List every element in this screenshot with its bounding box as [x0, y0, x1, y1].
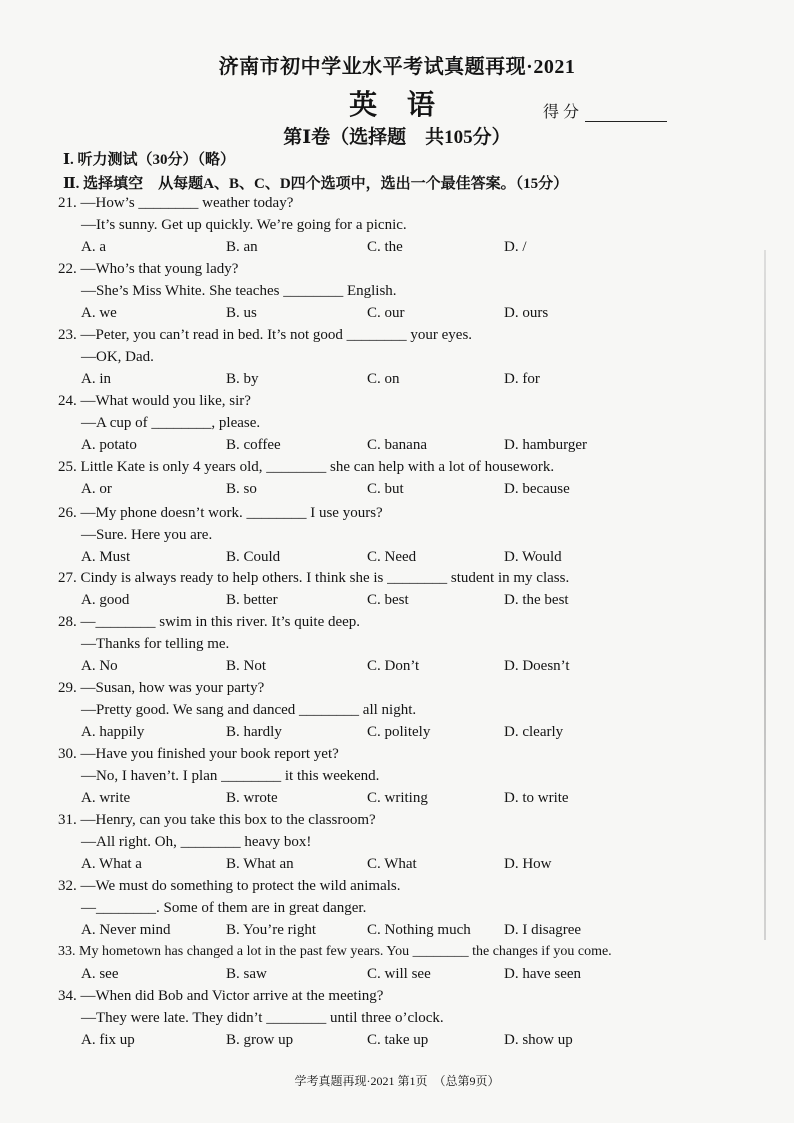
- score-field: [543, 99, 667, 122]
- option-d[interactable]: D. How: [504, 856, 552, 872]
- question-30: [58, 746, 748, 812]
- score-blank[interactable]: [585, 107, 667, 122]
- question-line: —Sure. Here you are.: [81, 527, 213, 543]
- question-24: [58, 393, 748, 459]
- option-b[interactable]: B. coffee: [226, 437, 281, 453]
- option-d[interactable]: D. show up: [504, 1032, 573, 1048]
- question-stem: 24. —What would you like, sir?: [58, 393, 251, 409]
- option-a[interactable]: A. fix up: [81, 1032, 135, 1048]
- option-c[interactable]: C. on: [367, 371, 400, 387]
- options-row: [58, 856, 748, 878]
- question-line: —OK, Dad.: [81, 349, 154, 365]
- section-cloze: Ⅱ. 选择填空 从每题A、B、C、D四个选项中，选出一个最佳答案。（15分）: [63, 176, 569, 192]
- option-a[interactable]: A. potato: [81, 437, 137, 453]
- option-c[interactable]: C. politely: [367, 724, 431, 740]
- question-stem: 33. My hometown has changed a lot in the past few years. You ________ the changes if you come.: [58, 944, 612, 959]
- option-a[interactable]: A. Must: [81, 549, 131, 565]
- question-34: [58, 988, 748, 1054]
- question-stem: 30. —Have you finished your book report yet?: [58, 746, 339, 762]
- option-c[interactable]: C. the: [367, 239, 403, 255]
- option-d[interactable]: D. clearly: [504, 724, 564, 740]
- question-stem: 32. —We must do something to protect the wild animals.: [58, 878, 401, 894]
- question-stem: 21. —How’s ________ weather today?: [58, 195, 294, 211]
- question-stem: 26. —My phone doesn’t work. ________ I use yours?: [58, 505, 383, 521]
- question-stem: 29. —Susan, how was your party?: [58, 680, 265, 696]
- option-a[interactable]: A. or: [81, 481, 112, 497]
- option-d[interactable]: D. hamburger: [504, 437, 588, 453]
- option-c[interactable]: C. take up: [367, 1032, 429, 1048]
- question-32: [58, 878, 748, 944]
- option-a[interactable]: A. No: [81, 658, 118, 674]
- question-28: [58, 614, 748, 680]
- options-row: [58, 437, 748, 459]
- options-row: [58, 724, 748, 746]
- option-b[interactable]: B. saw: [226, 966, 267, 982]
- options-row: [58, 239, 748, 261]
- question-stem: 25. Little Kate is only 4 years old, ________ she can help with a lot of housework.: [58, 459, 555, 475]
- subject-title: 英 语: [349, 88, 445, 121]
- option-d[interactable]: D. Would: [504, 549, 562, 565]
- option-c[interactable]: C. but: [367, 481, 404, 497]
- option-d[interactable]: D. have seen: [504, 966, 582, 982]
- question-stem: 28. —________ swim in this river. It’s quite deep.: [58, 614, 361, 630]
- option-c[interactable]: C. Nothing much: [367, 922, 471, 938]
- option-a[interactable]: A. a: [81, 239, 106, 255]
- option-c[interactable]: C. Don’t: [367, 658, 420, 674]
- question-stem: 31. —Henry, can you take this box to the classroom?: [58, 812, 376, 828]
- question-line: —________. Some of them are in great danger.: [81, 900, 367, 916]
- option-d[interactable]: D. /: [504, 239, 527, 255]
- option-b[interactable]: B. hardly: [226, 724, 282, 740]
- options-row: [58, 549, 748, 571]
- question-line: —A cup of ________, please.: [81, 415, 261, 431]
- options-row: [58, 658, 748, 680]
- options-row: [58, 481, 748, 503]
- question-line: —No, I haven’t. I plan ________ it this weekend.: [81, 768, 380, 784]
- option-a[interactable]: A. write: [81, 790, 131, 806]
- option-b[interactable]: B. better: [226, 592, 278, 608]
- exam-title: 济南市初中学业水平考试真题再现·2021: [218, 56, 576, 78]
- option-b[interactable]: B. an: [226, 239, 258, 255]
- question-29: [58, 680, 748, 746]
- option-d[interactable]: D. I disagree: [504, 922, 582, 938]
- option-a[interactable]: A. Never mind: [81, 922, 171, 938]
- options-row: [58, 305, 748, 327]
- question-stem: 23. —Peter, you can’t read in bed. It’s not good ________ your eyes.: [58, 327, 473, 343]
- option-a[interactable]: A. What a: [81, 856, 142, 872]
- option-b[interactable]: B. What an: [226, 856, 294, 872]
- option-a[interactable]: A. see: [81, 966, 119, 982]
- question-line: —All right. Oh, ________ heavy box!: [81, 834, 312, 850]
- question-stem: 34. —When did Bob and Victor arrive at the meeting?: [58, 988, 384, 1004]
- option-c[interactable]: C. banana: [367, 437, 427, 453]
- question-31: [58, 812, 748, 878]
- question-stem: 27. Cindy is always ready to help others. I think she is ________ student in my class.: [58, 570, 570, 586]
- option-d[interactable]: D. for: [504, 371, 540, 387]
- options-row: [58, 966, 748, 988]
- question-line: —Thanks for telling me.: [81, 636, 230, 652]
- question-23: [58, 327, 748, 393]
- option-b[interactable]: B. by: [226, 371, 259, 387]
- option-d[interactable]: D. to write: [504, 790, 569, 806]
- question-27: [58, 570, 748, 614]
- option-b[interactable]: B. Not: [226, 658, 267, 674]
- section-listening: Ⅰ. 听力测试（30分）（略）: [63, 152, 236, 168]
- question-21: [58, 195, 748, 261]
- score-label: 得 分: [543, 104, 580, 121]
- option-b[interactable]: B. us: [226, 305, 257, 321]
- option-c[interactable]: C. our: [367, 305, 405, 321]
- question-line: —They were late. They didn’t ________ until three o’clock.: [81, 1010, 444, 1026]
- option-c[interactable]: C. best: [367, 592, 409, 608]
- volume-title: 第Ⅰ卷（选择题 共105分）: [283, 127, 511, 148]
- option-b[interactable]: B. Could: [226, 549, 281, 565]
- option-c[interactable]: C. Need: [367, 549, 417, 565]
- option-b[interactable]: B. grow up: [226, 1032, 294, 1048]
- question-26: [58, 505, 748, 571]
- question-line: —She’s Miss White. She teaches ________ English.: [81, 283, 397, 299]
- option-a[interactable]: A. happily: [81, 724, 145, 740]
- option-b[interactable]: B. You’re right: [226, 922, 317, 938]
- option-c[interactable]: C. writing: [367, 790, 428, 806]
- options-row: [58, 1032, 748, 1054]
- question-stem: 22. —Who’s that young lady?: [58, 261, 239, 277]
- option-d[interactable]: D. ours: [504, 305, 549, 321]
- question-line: —It’s sunny. Get up quickly. We’re going for a picnic.: [81, 217, 407, 233]
- options-row: [58, 592, 748, 614]
- question-line: —Pretty good. We sang and danced ________ all night.: [81, 702, 417, 718]
- option-b[interactable]: B. wrote: [226, 790, 278, 806]
- scan-edge-shadow: [764, 250, 766, 940]
- option-d[interactable]: D. the best: [504, 592, 569, 608]
- question-33: [58, 944, 748, 988]
- option-d[interactable]: D. Doesn’t: [504, 658, 570, 674]
- option-c[interactable]: C. What: [367, 856, 417, 872]
- options-row: [58, 371, 748, 393]
- option-a[interactable]: A. in: [81, 371, 111, 387]
- option-a[interactable]: A. we: [81, 305, 117, 321]
- option-b[interactable]: B. so: [226, 481, 257, 497]
- option-d[interactable]: D. because: [504, 481, 570, 497]
- question-22: [58, 261, 748, 327]
- question-25: [58, 459, 748, 503]
- options-row: [58, 922, 748, 944]
- options-row: [58, 790, 748, 812]
- option-a[interactable]: A. good: [81, 592, 130, 608]
- option-c[interactable]: C. will see: [367, 966, 431, 982]
- page-footer: 学考真题再现·2021 第1页 （总第9页）: [294, 1074, 500, 1088]
